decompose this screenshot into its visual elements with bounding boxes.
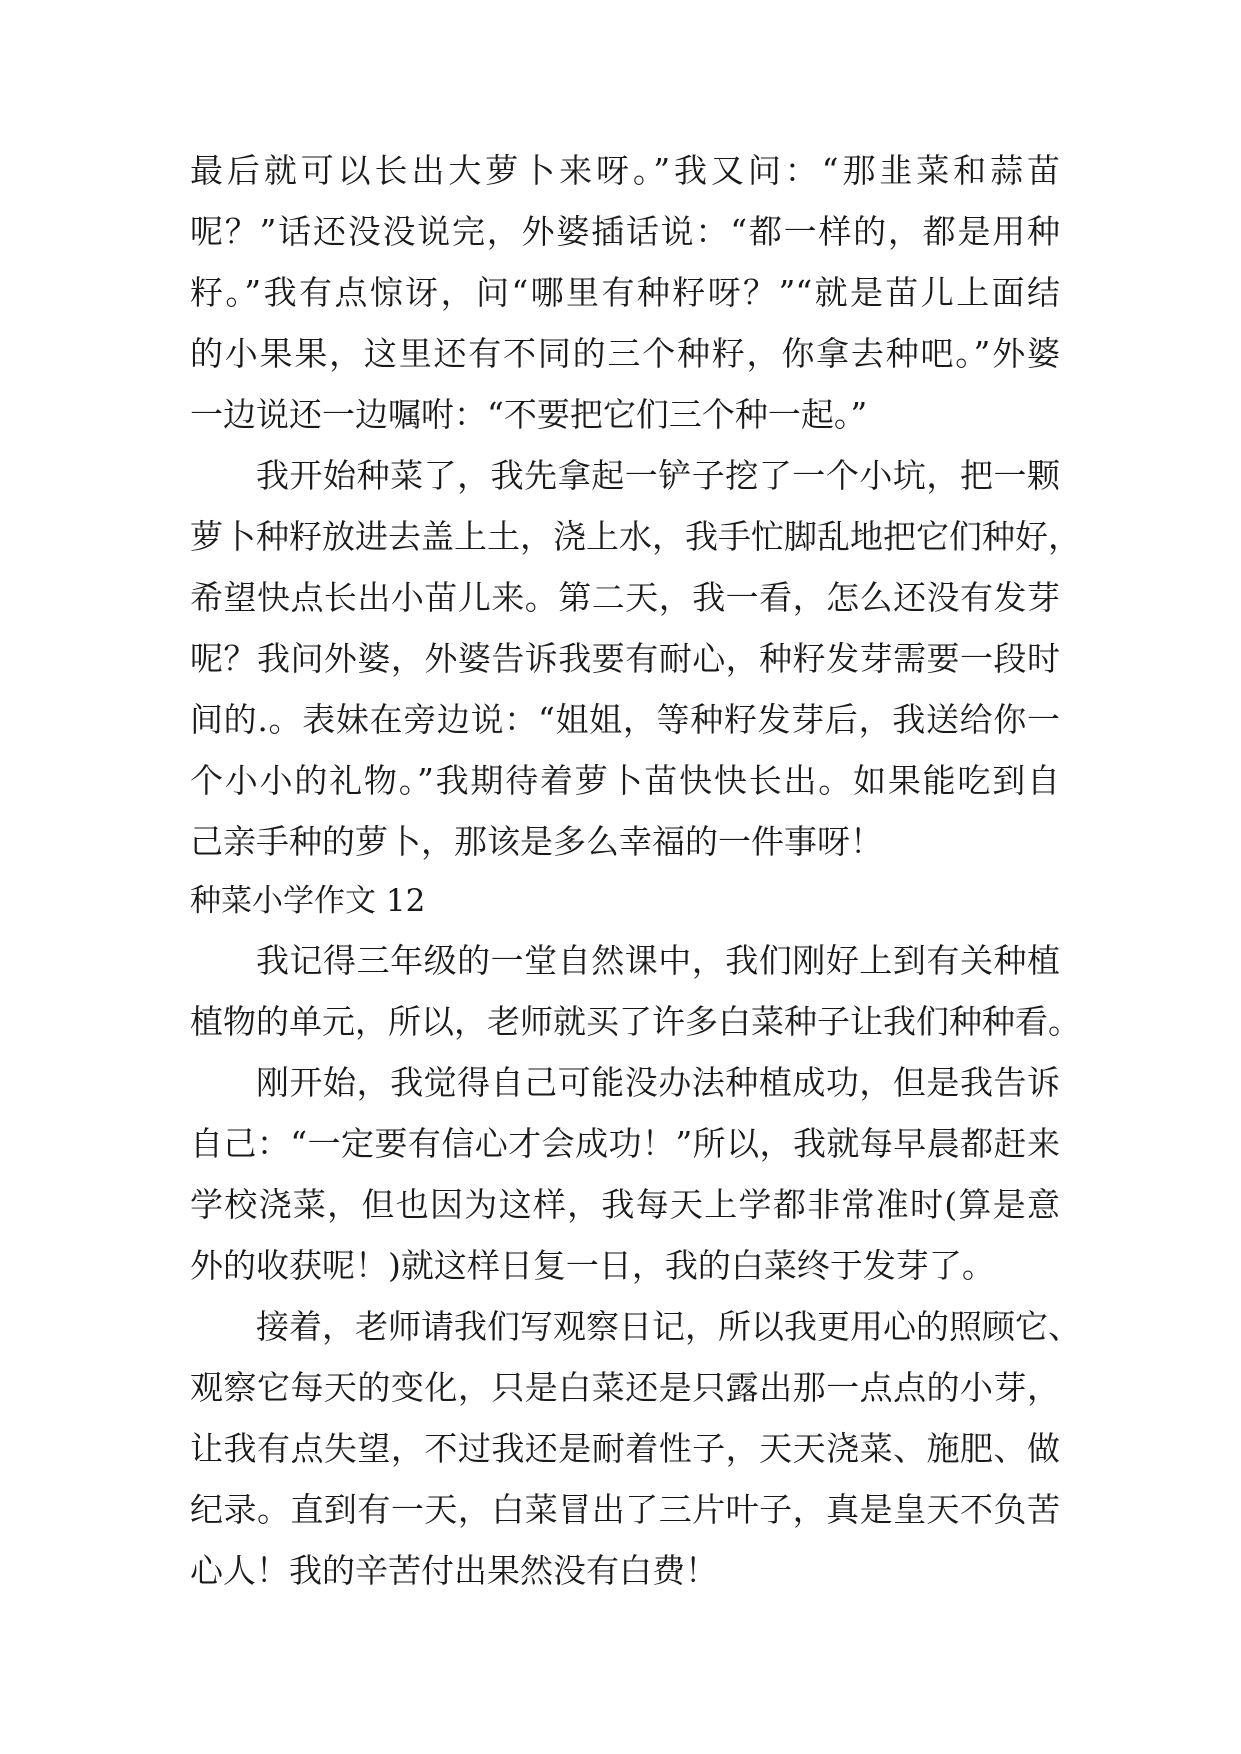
text-line: 呢？”话还没没说完，外婆插话说：“都一样的，都是用种 xyxy=(190,212,1060,251)
text-line: 最后就可以长出大萝卜来呀。”我又问：“那韭菜和蒜苗 xyxy=(190,151,1060,190)
text-line: 己亲手种的萝卜，那该是多么幸福的一件事呀！ xyxy=(190,822,883,861)
text-line: 呢？我问外婆，外婆告诉我要有耐心，种籽发芽需要一段时 xyxy=(190,639,1060,678)
text-line: 植物的单元，所以，老师就买了许多白菜种子让我们种种看。 xyxy=(190,1002,1081,1041)
text-line: 一边说还一边嘱咐：“不要把它们三个种一起。” xyxy=(190,395,868,434)
text-line: 我开始种菜了，我先拿起一铲子挖了一个小坑，把一颗 xyxy=(256,456,1060,495)
text-line: 希望快点长出小苗儿来。第二天，我一看，怎么还没有发芽 xyxy=(190,578,1060,617)
text-line: 接着，老师请我们写观察日记，所以我更用心的照顾它、 xyxy=(256,1307,1081,1346)
paragraph xyxy=(190,445,1081,872)
paragraph xyxy=(190,1296,1081,1601)
text-line: 纪录。直到有一天，白菜冒出了三片叶子，真是皇天不负苦 xyxy=(190,1490,1060,1529)
text-line: 萝卜种籽放进去盖上土，浇上水，我手忙脚乱地把它们种好， xyxy=(190,517,1081,556)
text-line: 籽。”我有点惊讶，问“哪里有种籽呀？”“就是苗儿上面结 xyxy=(190,273,1060,312)
text-line: 让我有点失望，不过我还是耐着性子，天天浇菜、施肥、做 xyxy=(190,1429,1060,1468)
section-title: 种菜小学作文 12 xyxy=(190,883,426,919)
text-line: 个小小的礼物。”我期待着萝卜苗快快长出。如果能吃到自 xyxy=(190,761,1060,800)
text-line: 学校浇菜，但也因为这样，我每天上学都非常准时(算是意 xyxy=(190,1185,1060,1224)
text-line: 我记得三年级的一堂自然课中，我们刚好上到有关种植 xyxy=(256,941,1060,980)
paragraph xyxy=(190,140,1060,445)
text-line: 观察它每天的变化，只是白菜还是只露出那一点点的小芽， xyxy=(190,1368,1060,1407)
paragraph xyxy=(190,1052,1060,1296)
paragraph xyxy=(190,930,1081,1052)
text-line: 自己：“一定要有信心才会成功！”所以，我就每早晨都赶来 xyxy=(190,1124,1060,1163)
text-line: 心人！我的辛苦付出果然没有白费！ xyxy=(190,1551,718,1590)
text-line: 外的收获呢！)就这样日复一日，我的白菜终于发芽了。 xyxy=(190,1246,995,1285)
text-line: 的小果果，这里还有不同的三个种籽，你拿去种吧。”外婆 xyxy=(190,334,1060,373)
document-body xyxy=(190,140,1081,1601)
text-line: 刚开始，我觉得自己可能没办法种植成功，但是我告诉 xyxy=(256,1063,1060,1102)
text-line: 间的.。表妹在旁边说：“姐姐，等种籽发芽后，我送给你一 xyxy=(190,700,1060,739)
